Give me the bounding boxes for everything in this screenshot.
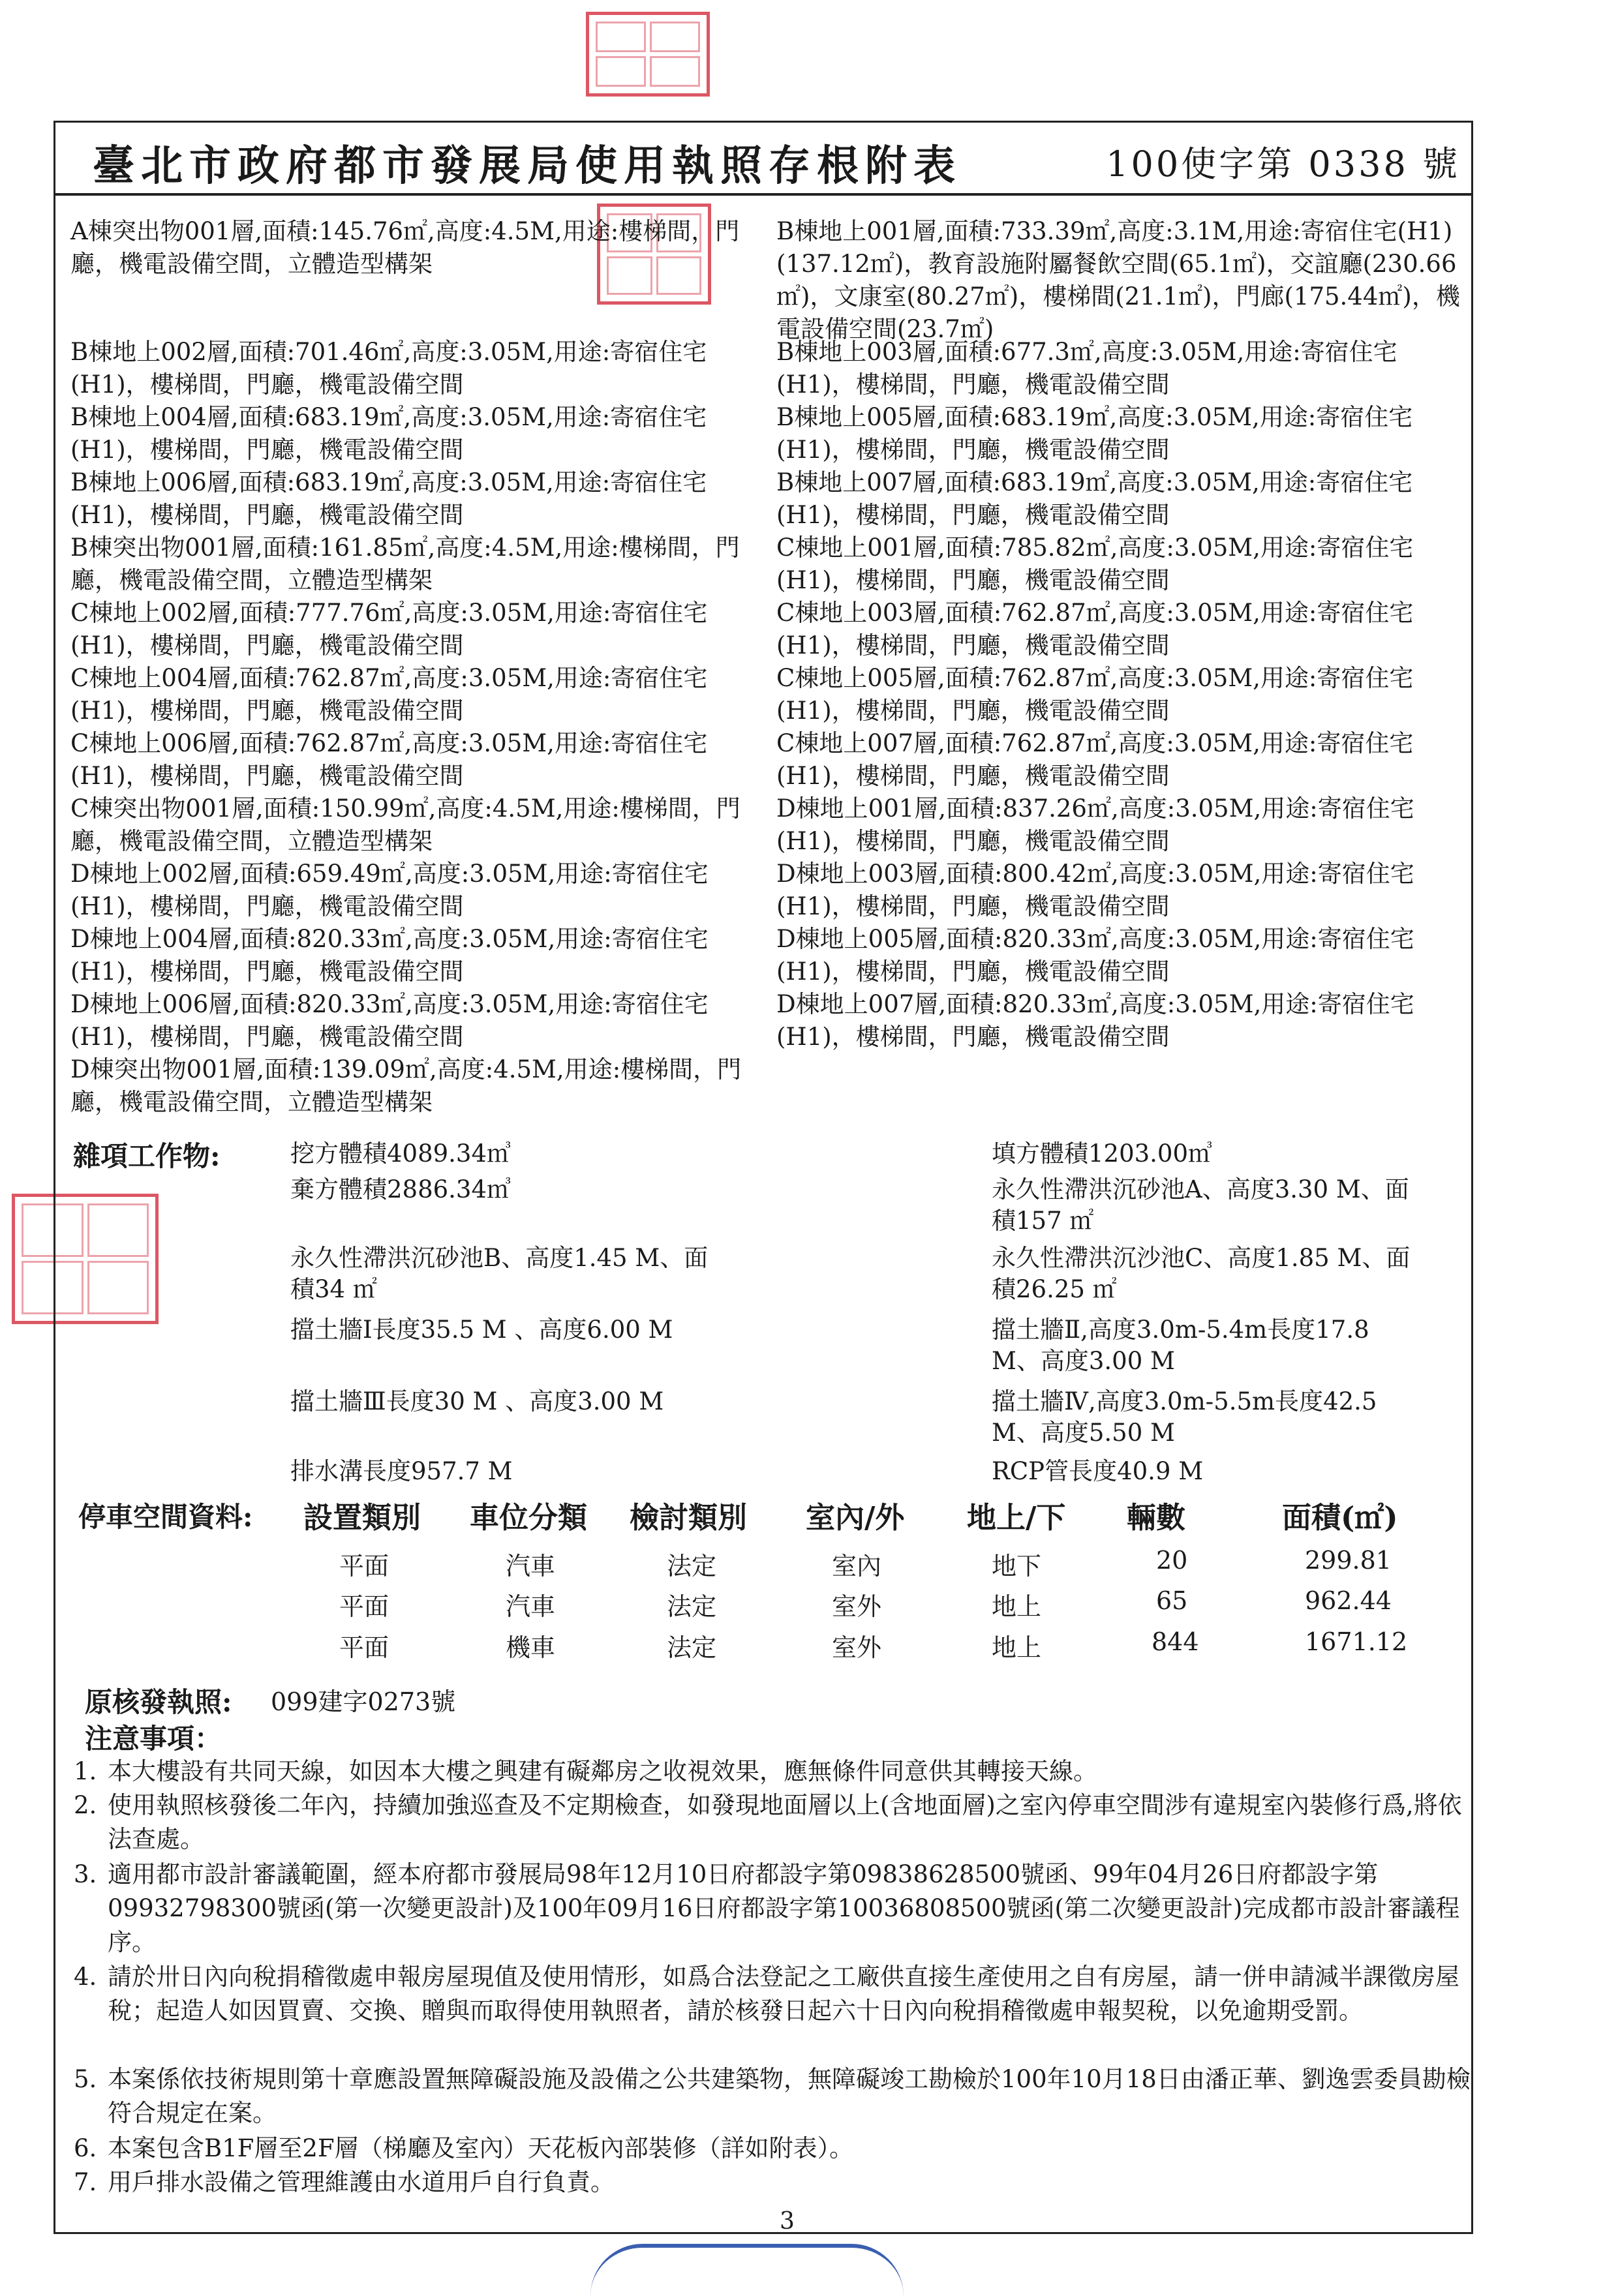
misc-work-item: RCP管長度40.9 M xyxy=(992,1457,1204,1485)
parking-cell: 地上 xyxy=(992,1633,1042,1662)
note-number: 6. xyxy=(74,2134,97,2162)
parking-cell: 汽車 xyxy=(506,1552,556,1580)
floor-entry: D棟突出物001層,面積:139.09㎡,高度:4.5M,用途:樓梯間，門廳，機電設備空間，立體造型構架 xyxy=(70,1055,742,1116)
note-text: 本案係依技術規則第十章應設置無障礙設施及設備之公共建築物，無障礙竣工勘檢於100年10月18日由潘正華、劉逸雲委員勘檢符合規定在案。 xyxy=(108,2065,1471,2127)
floor-entry: D棟地上002層,面積:659.49㎡,高度:3.05M,用途:寄宿住宅(H1)，樓梯間，門廳，機電設備空間 xyxy=(70,860,709,920)
floor-entry: B棟地上006層,面積:683.19㎡,高度:3.05M,用途:寄宿住宅(H1)，樓梯間，門廳，機電設備空間 xyxy=(70,468,707,529)
parking-header-level: 地上/下 xyxy=(967,1500,1066,1535)
parking-cell: 平面 xyxy=(339,1633,389,1662)
floor-entry: D棟地上007層,面積:820.33㎡,高度:3.05M,用途:寄宿住宅(H1)，樓梯間，門廳，機電設備空間 xyxy=(776,990,1414,1051)
misc-work-item: 排水溝長度957.7 M xyxy=(290,1457,513,1485)
parking-header-review: 檢討類別 xyxy=(630,1500,748,1535)
parking-cell: 65 xyxy=(1156,1586,1188,1615)
page-number: 3 xyxy=(780,2208,795,2235)
misc-work-item: 擋土牆Ⅳ,高度3.0m-5.5m長度42.5 M、高度5.50 M xyxy=(992,1387,1377,1447)
note-number: 2. xyxy=(74,1791,97,1819)
misc-work-item: 擋土牆Ⅲ長度30 M 、高度3.00 M xyxy=(290,1387,664,1415)
misc-works-label: 雜項工作物: xyxy=(73,1140,221,1172)
floor-entry: C棟地上005層,面積:762.87㎡,高度:3.05M,用途:寄宿住宅(H1)，樓梯間，門廳，機電設備空間 xyxy=(776,664,1414,725)
note-item xyxy=(74,2132,1481,2166)
original-permit-value: 099建字0273號 xyxy=(271,1687,456,1716)
note-text: 本案包含B1F層至2F層（梯廳及室內）天花板內部裝修（詳如附表）。 xyxy=(108,2134,854,2162)
note-item xyxy=(74,2166,1481,2199)
bottom-date-stamp xyxy=(590,2244,904,2296)
note-number: 1. xyxy=(74,1757,97,1785)
parking-cell: 地下 xyxy=(992,1552,1042,1580)
title-row xyxy=(53,121,1473,196)
parking-cell: 962.44 xyxy=(1305,1586,1392,1615)
parking-header-type: 設置類別 xyxy=(303,1500,421,1535)
parking-cell: 平面 xyxy=(339,1592,389,1621)
note-number: 7. xyxy=(74,2168,97,2196)
floor-entry: B棟地上004層,面積:683.19㎡,高度:3.05M,用途:寄宿住宅(H1)，樓梯間，門廳，機電設備空間 xyxy=(70,403,707,464)
original-permit-label: 原核發執照: xyxy=(85,1686,232,1718)
parking-cell: 平面 xyxy=(339,1552,389,1580)
parking-header-count: 輛數 xyxy=(1127,1500,1186,1535)
note-text: 適用都市設計審議範圍，經本府都市發展局98年12月10日府都設字第09838628500號函、99年04月26日府都設字第09932798300號函(第一次變更設計)及100年09月16日府都設字第10036808500號函(第二次變更設計)完成都市設計審議程序。 xyxy=(108,1860,1460,1956)
misc-work-item: 永久性滯洪沉砂池B、高度1.45 M、面積34 ㎡ xyxy=(290,1244,709,1303)
parking-cell: 299.81 xyxy=(1305,1546,1392,1575)
parking-cell: 法定 xyxy=(667,1633,717,1662)
misc-work-item: 填方體積1203.00㎥ xyxy=(992,1140,1213,1168)
floor-entry: C棟地上004層,面積:762.87㎡,高度:3.05M,用途:寄宿住宅(H1)，樓梯間，門廳，機電設備空間 xyxy=(70,664,708,725)
note-item xyxy=(74,1960,1481,2028)
parking-cell: 1671.12 xyxy=(1305,1627,1408,1656)
floor-entry: B棟地上007層,面積:683.19㎡,高度:3.05M,用途:寄宿住宅(H1)，樓梯間，門廳，機電設備空間 xyxy=(776,468,1413,529)
parking-cell: 汽車 xyxy=(506,1592,556,1621)
parking-cell: 法定 xyxy=(667,1552,717,1580)
floor-entry: D棟地上001層,面積:837.26㎡,高度:3.05M,用途:寄宿住宅(H1)，樓梯間，門廳，機電設備空間 xyxy=(776,794,1414,855)
floor-entry: D棟地上004層,面積:820.33㎡,高度:3.05M,用途:寄宿住宅(H1)，樓梯間，門廳，機電設備空間 xyxy=(70,925,709,986)
floor-entry: C棟地上006層,面積:762.87㎡,高度:3.05M,用途:寄宿住宅(H1)，樓梯間，門廳，機電設備空間 xyxy=(70,729,708,790)
notes-heading: 注意事項： xyxy=(85,1723,222,1755)
note-text: 請於卅日內向稅捐稽徵處申報房屋現值及使用情形，如爲合法登記之工廠供直接生產使用之自有房屋，請一併申請減半課徵房屋稅；起造人如因買賣、交換、贈與而取得使用執照者，請於核發日起六十日內向稅捐稽徵處申報契稅，以免逾期受罰。 xyxy=(108,1963,1459,2025)
parking-header-area: 面積(㎡) xyxy=(1282,1500,1398,1535)
note-item xyxy=(74,1789,1481,1856)
misc-work-item: 挖方體積4089.34㎥ xyxy=(290,1140,511,1168)
note-item xyxy=(74,1755,1481,1789)
note-number: 3. xyxy=(74,1860,97,1888)
parking-cell: 機車 xyxy=(506,1633,556,1662)
floor-entry: B棟地上003層,面積:677.3㎡,高度:3.05M,用途:寄宿住宅(H1)，樓梯間，門廳，機電設備空間 xyxy=(776,338,1397,399)
floor-entry: B棟地上002層,面積:701.46㎡,高度:3.05M,用途:寄宿住宅(H1)，樓梯間，門廳，機電設備空間 xyxy=(70,338,707,399)
misc-work-item: 永久性滯洪沉沙池C、高度1.85 M、面積26.25 ㎡ xyxy=(992,1244,1411,1303)
misc-work-item: 棄方體積2886.34㎥ xyxy=(290,1175,511,1203)
misc-work-item: 擋土牆Ⅱ,高度3.0m-5.4m長度17.8 M、高度3.00 M xyxy=(992,1316,1369,1375)
floor-entry: B棟地上005層,面積:683.19㎡,高度:3.05M,用途:寄宿住宅(H1)，樓梯間，門廳，機電設備空間 xyxy=(776,403,1413,464)
parking-header-indoor: 室內/外 xyxy=(806,1500,905,1535)
floor-entry: C棟地上002層,面積:777.76㎡,高度:3.05M,用途:寄宿住宅(H1)，樓梯間，門廳，機電設備空間 xyxy=(70,599,708,659)
note-text: 本大樓設有共同天線，如因本大樓之興建有礙鄰房之收視效果，應無條件同意供其轉接天線。 xyxy=(108,1757,1097,1785)
floor-entry: C棟地上003層,面積:762.87㎡,高度:3.05M,用途:寄宿住宅(H1)，樓梯間，門廳，機電設備空間 xyxy=(776,599,1414,659)
parking-cell: 地上 xyxy=(992,1592,1042,1621)
floor-entry: D棟地上003層,面積:800.42㎡,高度:3.05M,用途:寄宿住宅(H1)，樓梯間，門廳，機電設備空間 xyxy=(776,860,1414,920)
parking-cell: 20 xyxy=(1156,1546,1188,1575)
floor-entry: D棟地上005層,面積:820.33㎡,高度:3.05M,用途:寄宿住宅(H1)，樓梯間，門廳，機電設備空間 xyxy=(776,925,1414,986)
parking-cell: 844 xyxy=(1152,1627,1199,1656)
permit-number: 100使字第 0338 號 xyxy=(1106,144,1460,185)
misc-work-item: 永久性滯洪沉砂池A、高度3.30 M、面積157 ㎡ xyxy=(992,1175,1409,1235)
floor-entry: B棟突出物001層,面積:161.85㎡,高度:4.5M,用途:樓梯間，門廳，機電設備空間，立體造型構架 xyxy=(70,534,740,594)
note-text: 用戶排水設備之管理維護由水道用戶自行負責。 xyxy=(108,2168,615,2196)
floor-entry: D棟地上006層,面積:820.33㎡,高度:3.05M,用途:寄宿住宅(H1)，樓梯間，門廳，機電設備空間 xyxy=(70,990,709,1051)
note-item xyxy=(74,1858,1481,1959)
parking-label: 停車空間資料: xyxy=(78,1501,253,1533)
floor-entry: C棟突出物001層,面積:150.99㎡,高度:4.5M,用途:樓梯間，門廳，機電設備空間，立體造型構架 xyxy=(70,794,740,855)
parking-cell: 室內 xyxy=(832,1552,882,1580)
misc-work-item: 擋土牆Ⅰ長度35.5 M 、高度6.00 M xyxy=(290,1316,673,1344)
floor-entry: A棟突出物001層,面積:145.76㎡,高度:4.5M,用途:樓梯間，門廳，機電設備空間，立體造型構架 xyxy=(70,217,740,278)
floor-entry: C棟地上007層,面積:762.87㎡,高度:3.05M,用途:寄宿住宅(H1)，樓梯間，門廳，機電設備空間 xyxy=(776,729,1414,790)
parking-header-vehicle: 車位分類 xyxy=(470,1500,588,1535)
note-text: 使用執照核發後二年內，持續加強巡查及不定期檢查，如發現地面層以上(含地面層)之室內停車空間涉有違規室內裝修行爲,將依法查處。 xyxy=(108,1791,1462,1853)
top-seal-stamp xyxy=(586,12,710,97)
floor-entry: C棟地上001層,面積:785.82㎡,高度:3.05M,用途:寄宿住宅(H1)，樓梯間，門廳，機電設備空間 xyxy=(776,534,1414,594)
note-number: 5. xyxy=(74,2065,97,2093)
parking-cell: 室外 xyxy=(832,1592,882,1621)
floor-entry: B棟地上001層,面積:733.39㎡,高度:3.1M,用途:寄宿住宅(H1)(137.12㎡)，教育設施附屬餐飲空間(65.1㎡)，交誼廳(230.66㎡)，文康室(80.27㎡)，樓梯間(21.1㎡)，門廊(175.44㎡)，機電設備空間(23.7㎡) xyxy=(776,217,1460,343)
parking-cell: 室外 xyxy=(832,1633,882,1662)
note-item xyxy=(74,2062,1481,2130)
page-title: 臺北市政府都市發展局使用執照存根附表 xyxy=(93,142,962,190)
parking-cell: 法定 xyxy=(667,1592,717,1621)
note-number: 4. xyxy=(74,1963,97,1991)
